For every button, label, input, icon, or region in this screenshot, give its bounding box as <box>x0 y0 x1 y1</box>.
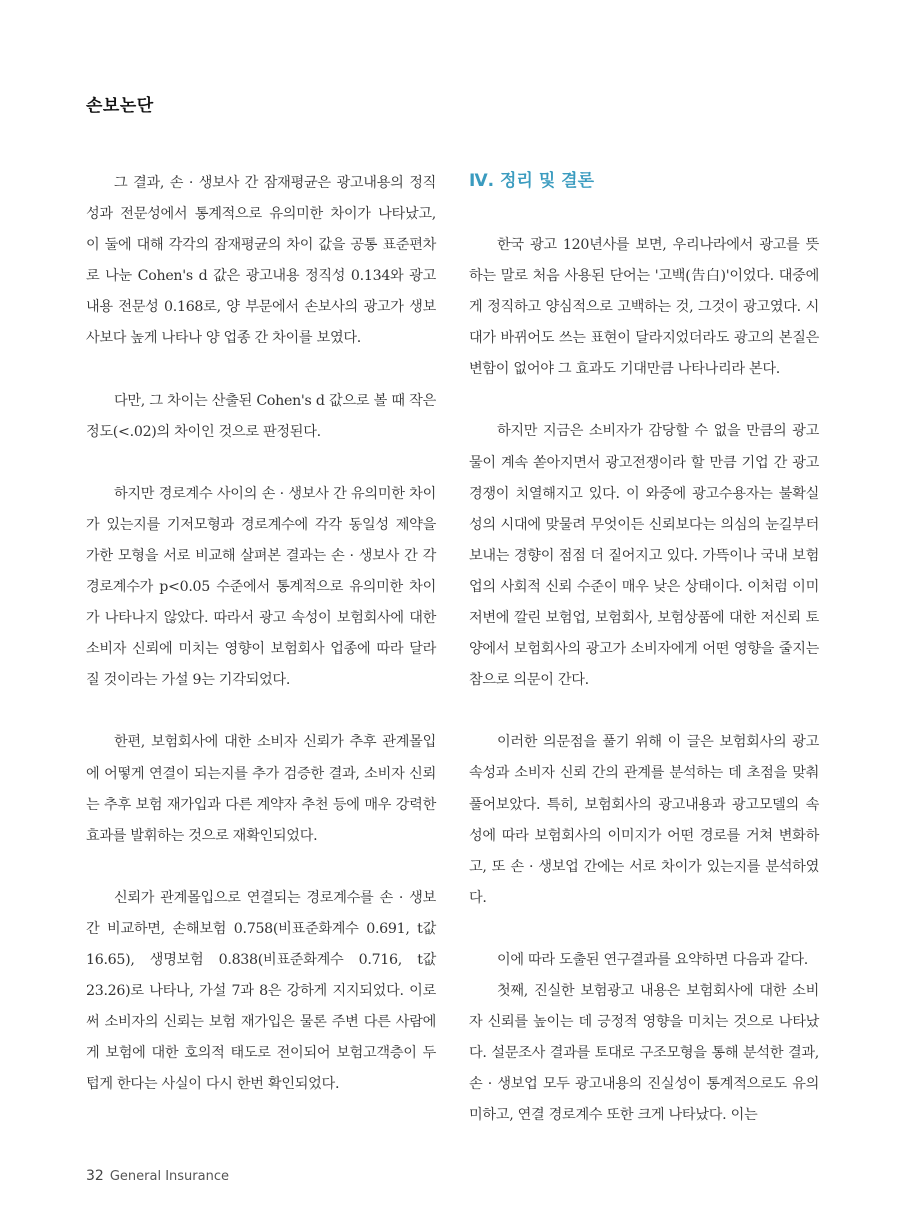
body-paragraph: 하지만 경로계수 사이의 손 · 생보사 간 유의미한 차이가 있는지를 기저모형과 경로계수에 각각 동일성 제약을 가한 모형을 서로 비교해 살펴본 결과는 손 · 생보사 간 각 경로계수가 p<0.05 수준에서 통계적으로 유의미한 차이가 나타나지 않았다. 따라서 광고 속성이 보험회사에 대한 소비자 신뢰에 미치는 영향이 보험회사 업종에 따라 달라질 것이라는 가설 9는 기각되었다. <box>86 485 436 689</box>
body-paragraph: 이러한 의문점을 풀기 위해 이 글은 보험회사의 광고 속성과 소비자 신뢰 간의 관계를 분석하는 데 초점을 맞춰 풀어보았다. 특히, 보험회사의 광고내용과 광고모델의 속성에 따라 보험회사의 이미지가 어떤 경로를 거쳐 변화하고, 또 손 · 생보업 간에는 서로 차이가 있는지를 분석하였다. <box>469 734 819 906</box>
body-paragraph: 한국 광고 120년사를 보면, 우리나라에서 광고를 뜻하는 말로 처음 사용된 단어는 '고백(告白)'이었다. 대중에게 정직하고 양심적으로 고백하는 것, 그것이 광고였다. 시대가 바뀌어도 쓰는 표현이 달라지었더라도 광고의 본질은 변함이 없어야 그 효과도 기대만큼 나타나리라 본다. <box>469 237 819 378</box>
body-paragraph: 그 결과, 손 · 생보사 간 잠재평균은 광고내용의 정직성과 전문성에서 통계적으로 유의미한 차이가 나타났고, 이 둘에 대해 각각의 잠재평균의 차이 값을 공통 표준편차로 나눈 Cohen's d 값은 광고내용 정직성 0.134와 광고내용 전문성 0.168로, 양 부문에서 손보사의 광고가 생보사보다 높게 나타나 양 업종 간 차이를 보였다. <box>86 175 436 347</box>
body-paragraph: 이에 따라 도출된 연구결과를 요약하면 다음과 같다. <box>497 951 808 968</box>
section-header: 손보논단 <box>86 96 154 116</box>
page-number: 32 <box>86 1168 104 1184</box>
publication-name: General Insurance <box>109 1169 229 1184</box>
left-column <box>86 168 436 1100</box>
body-paragraph: 다만, 그 차이는 산출된 Cohen's d 값으로 볼 때 작은 정도(<.02)의 차이인 것으로 판정된다. <box>86 392 436 440</box>
body-paragraph: 신뢰가 관계몰입으로 연결되는 경로계수를 손 · 생보 간 비교하면, 손해보험 0.758(비표준화계수 0.691, t값 16.65), 생명보험 0.838(비표준화계수 0.716, t값 23.26)로 나타나, 가설 7과 8은 강하게 지지되었다. 이로써 소비자의 신뢰는 보험 재가입은 물론 주변 다른 사람에게 보험에 대한 호의적 태도로 전이되어 보험고객층이 두텁게 한다는 사실이 다시 한번 확인되었다. <box>86 889 436 1093</box>
page-footer <box>86 1168 229 1184</box>
body-paragraph: 한편, 보험회사에 대한 소비자 신뢰가 추후 관계몰입에 어떻게 연결이 되는지를 추가 검증한 결과, 소비자 신뢰는 추후 보험 재가입과 다른 계약자 추천 등에 매우 강력한 효과를 발휘하는 것으로 재확인되었다. <box>86 734 436 844</box>
body-paragraph: 첫째, 진실한 보험광고 내용은 보험회사에 대한 소비자 신뢰를 높이는 데 긍정적 영향을 미치는 것으로 나타났다. 설문조사 결과를 토대로 구조모형을 통해 분석한 결과, 손 · 생보업 모두 광고내용의 진실성이 통계적으로도 유의미하고, 연결 경로계수 또한 크게 나타났다. 이는 <box>469 982 819 1124</box>
section-heading: Ⅳ. 정리 및 결론 <box>469 171 594 191</box>
right-column <box>469 166 819 1131</box>
body-paragraph: 하지만 지금은 소비자가 감당할 수 없을 만큼의 광고물이 계속 쏟아지면서 광고전쟁이라 할 만큼 기업 간 광고 경쟁이 치열해지고 있다. 이 와중에 광고수용자는 불확실성의 시대에 맞물려 무엇이든 신뢰보다는 의심의 눈길부터 보내는 경향이 점점 더 짙어지고 있다. 가뜩이나 국내 보험업의 사회적 신뢰 수준이 매우 낮은 상태이다. 이처럼 이미 저변에 깔린 보험업, 보험회사, 보험상품에 대한 저신뢰 토양에서 보험회사의 광고가 소비자에게 어떤 영향을 줄지는 참으로 의문이 간다. <box>469 423 819 689</box>
